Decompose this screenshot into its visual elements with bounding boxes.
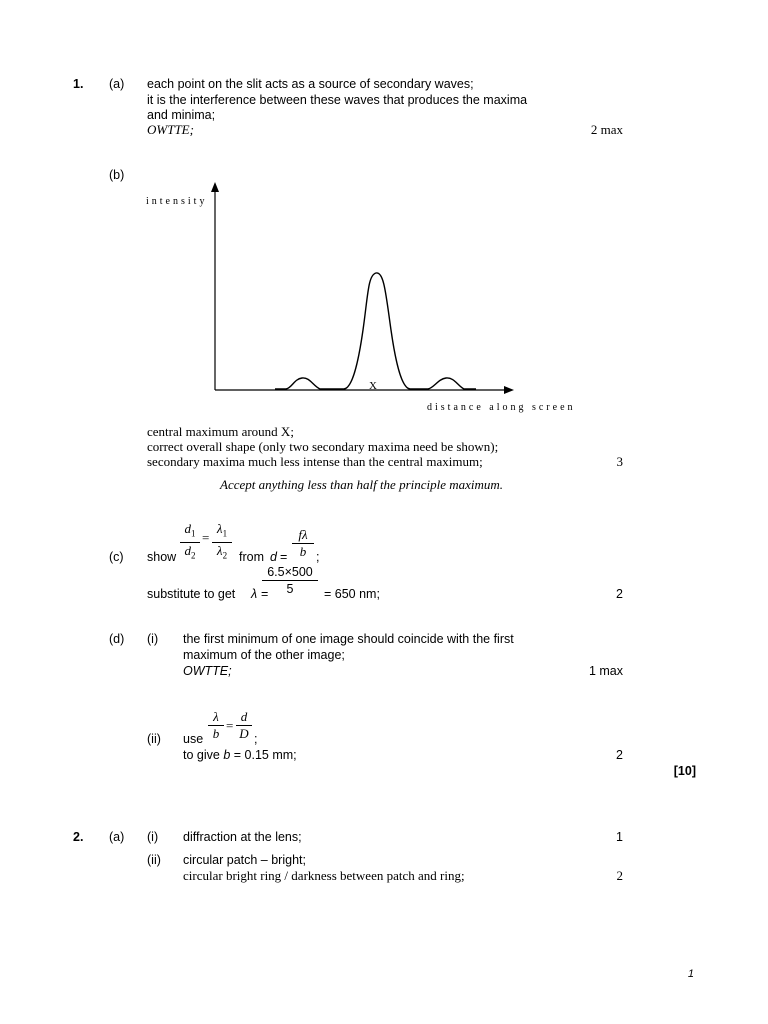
q1a-line1: each point on the slit acts as a source of secondary waves; [147,77,474,91]
q1c-marks: 2 [616,587,623,601]
q2-part-a-label: (a) [109,830,125,844]
q1c-show: show [147,550,177,564]
x-axis-arrow [504,386,514,394]
q1d-i-owtte: OWTTE; [183,664,232,678]
part-b-label: (b) [109,168,125,182]
q1d-ii-semicolon: ; [254,732,258,746]
fraction-lambda-over-b: λ b [208,710,224,741]
x-marker-label: X [369,380,377,392]
q2-ii-marks: 2 [616,868,623,883]
q1b-line2: correct overall shape (only two secondary maxima need be shown); [147,439,499,454]
q1c-from-var: d [270,550,277,564]
q1c-substitute: substitute to get [147,587,236,601]
q1d-ii-use: use [183,732,204,746]
q1a-owtte: OWTTE; [147,122,194,137]
q2-ii-line2: circular bright ring / darkness between patch and ring; [183,868,465,883]
q1d-ii-marks: 2 [616,748,623,762]
q1c-from: from [239,550,264,564]
fraction-d-over-D: d D [236,710,252,741]
q1d-i-line2: maximum of the other image; [183,648,345,662]
q2-part-ii-label: (ii) [147,853,161,867]
part-d-ii-label: (ii) [147,732,161,746]
x-axis-label: distance along screen [427,402,576,413]
q1-total-marks: [10] [673,764,696,778]
q1b-note: Accept anything less than half the principle maximum. [220,477,504,492]
y-axis-label: intensity [146,196,208,207]
q1d-i-line1: the first minimum of one image should coincide with the first [183,632,514,646]
intensity-curve [275,273,476,389]
q1c-from-eq: = [280,550,288,564]
q1c-lambda: λ [251,587,258,601]
q1c-semicolon: ; [316,550,320,564]
q2-ii-line1: circular patch – bright; [183,853,306,867]
fraction-d1-over-d2: $d_1$ $d_2$ [180,522,200,562]
question-2-number: 2. [73,830,84,844]
q1c-sub-eq: = [261,587,269,601]
part-d-i-label: (i) [147,632,159,646]
page-number: 1 [687,968,694,980]
q1c-result: = 650 nm; [324,587,380,601]
q1a-line3: and minima; [147,108,216,122]
q1d-i-marks: 1 max [588,664,623,678]
q2-i-marks: 1 [616,830,623,844]
equals-sign: = [202,530,210,545]
q1b-line3: secondary maxima much less intense than the central maximum; [147,454,483,469]
fraction-f-lambda-over-b: fλ b [292,528,314,559]
q1b-line1: central maximum around X; [147,424,294,439]
q2-i-text: diffraction at the lens; [183,830,302,844]
part-c-label: (c) [109,550,124,564]
y-axis-arrow [211,182,219,192]
fraction-substitution: 6.5×500 5 [262,565,318,596]
q1a-marks: 2 max [590,122,623,137]
q1a-line2: it is the interference between these waves that produces the maxima [147,93,528,107]
intensity-graph [140,180,576,420]
part-a-label: (a) [109,77,125,91]
question-1-number: 1. [73,77,84,91]
q2-part-i-label: (i) [147,830,159,844]
q1d-ii-equals: = [226,718,234,733]
q1d-ii-give: to give b = 0.15 mm; [183,748,297,762]
part-d-label: (d) [109,632,125,646]
fraction-lambda1-over-lambda2: $\lambda_1$ $\lambda_2$ [212,522,232,562]
q1b-marks: 3 [616,454,623,469]
